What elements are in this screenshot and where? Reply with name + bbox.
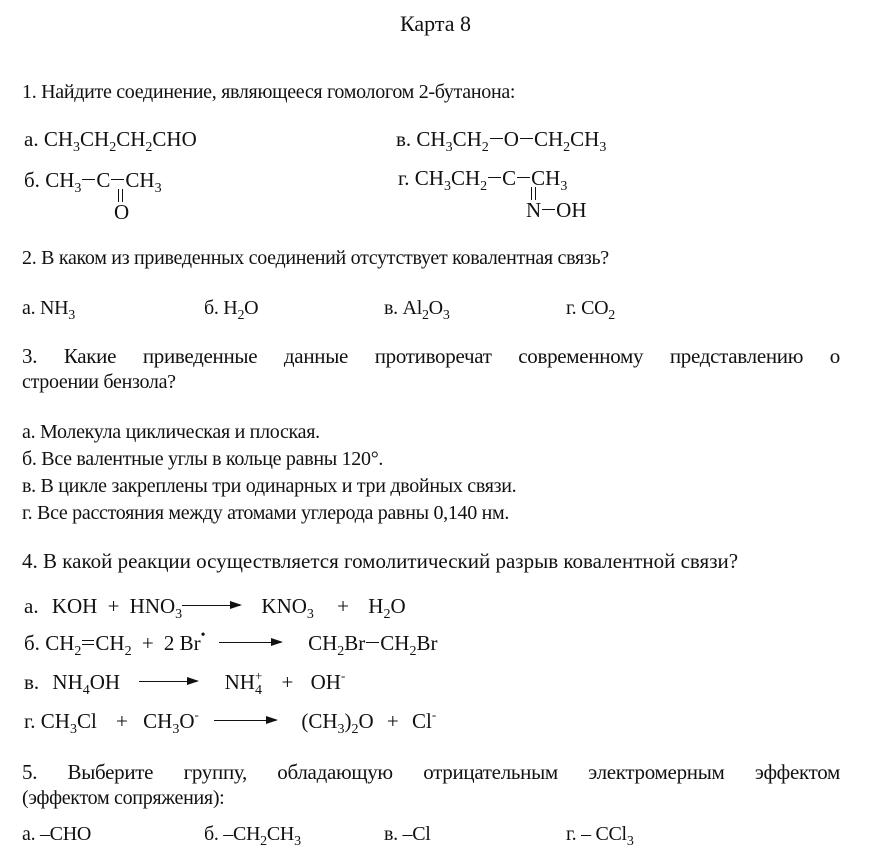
q2-option-b: б. $H_2O$ [204, 297, 259, 323]
question-4-text: 4. В какой реакции осуществляется гомолитический разрыв ковалентной связи? [22, 549, 739, 573]
formula: $CH_3CH_2$ O $CH_2CH_3$ [416, 127, 607, 155]
single-bond [520, 138, 533, 139]
option-label: г. [24, 709, 36, 733]
single-bond [517, 177, 530, 178]
q5-option-v: в. –Cl [384, 823, 431, 845]
q5-option-a: а. –CHO [22, 823, 92, 845]
option-label: в. [24, 670, 40, 694]
formula: $CH_3CH_2CH_2CHO$ [43, 127, 197, 155]
q3-option-b: б. Все валентные углы в кольце равны 120°. [22, 448, 384, 470]
question-3-text-line2: строении бензола? [22, 371, 176, 393]
question-3-text-line1: 3. Какие приведенные данные противоречат современному представлению о [22, 344, 840, 368]
q5-option-g: г. – CCl$_3$ [566, 823, 634, 849]
q3-option-a: а. Молекула циклическая и плоская. [22, 421, 320, 443]
q4-reaction-v: в. $NH_4OH$ $NH_4^+ + OH^-$ [24, 668, 346, 698]
oxygen-atom: O [114, 200, 130, 224]
single-bond [490, 138, 503, 139]
reaction-arrow [214, 720, 276, 721]
single-bond [82, 179, 95, 180]
q2-option-a: а. $NH_3$ [22, 297, 75, 323]
formula: $CH_3CH_2$ C $CH_3$ [414, 166, 568, 194]
reaction-arrow [182, 605, 240, 606]
question-5-text-line1: 5. Выберите группу, обладающую отрицательным электромерным эффектом [22, 760, 840, 784]
page-title: Карта 8 [399, 11, 471, 36]
option-label: б. [24, 168, 40, 192]
option-label: г. [398, 166, 410, 190]
question-1-text: 1. Найдите соединение, являющееся гомологом 2-бутанона: [22, 81, 516, 103]
reaction-arrow [139, 681, 197, 682]
single-bond [111, 179, 124, 180]
q2-option-v: в. $Al_2O_3$ [384, 297, 450, 323]
q1-option-g [398, 166, 568, 194]
question-5-text-line2: (эффектом сопряжения): [22, 787, 225, 809]
option-label: б. [24, 631, 40, 655]
q1-option-a [24, 127, 197, 155]
single-bond [366, 642, 379, 643]
formula: $CH_3$ C $CH_3$ [45, 168, 162, 196]
q4-reaction-b: б. $CH_2$ $CH_2 + 2$ Br• $CH_2Br$ $CH_2Br$ [24, 628, 438, 659]
q1-option-v [396, 127, 607, 155]
option-label: а. [24, 594, 39, 618]
q4-reaction-g: г. $CH_3Cl + CH_3O^-$ $(CH_3)_2O + Cl^-$ [24, 707, 437, 737]
q2-option-g: г. $CO_2$ [566, 297, 615, 323]
radical-dot: • [200, 628, 206, 643]
double-bond [82, 640, 94, 645]
single-bond [488, 177, 501, 178]
q1-option-b [24, 168, 162, 196]
question-2-text: 2. В каком из приведенных соединений отсутствует ковалентная связь? [22, 247, 609, 269]
q4-reaction-a: а. KOH + $HNO_3$ $KNO_3 + H_2O$ [24, 594, 406, 622]
q3-option-v: в. В цикле закреплены три одинарных и три двойных связи. [22, 475, 517, 497]
option-label: а. [24, 127, 39, 151]
option-label: в. [396, 127, 412, 151]
q3-option-g: г. Все расстояния между атомами углерода равны 0,140 нм. [22, 502, 510, 524]
reaction-arrow [219, 642, 281, 643]
n-oh-group: N OH [526, 198, 587, 222]
q5-option-b: б. $-CH_2CH_3$ [204, 823, 301, 849]
single-bond [542, 209, 555, 210]
